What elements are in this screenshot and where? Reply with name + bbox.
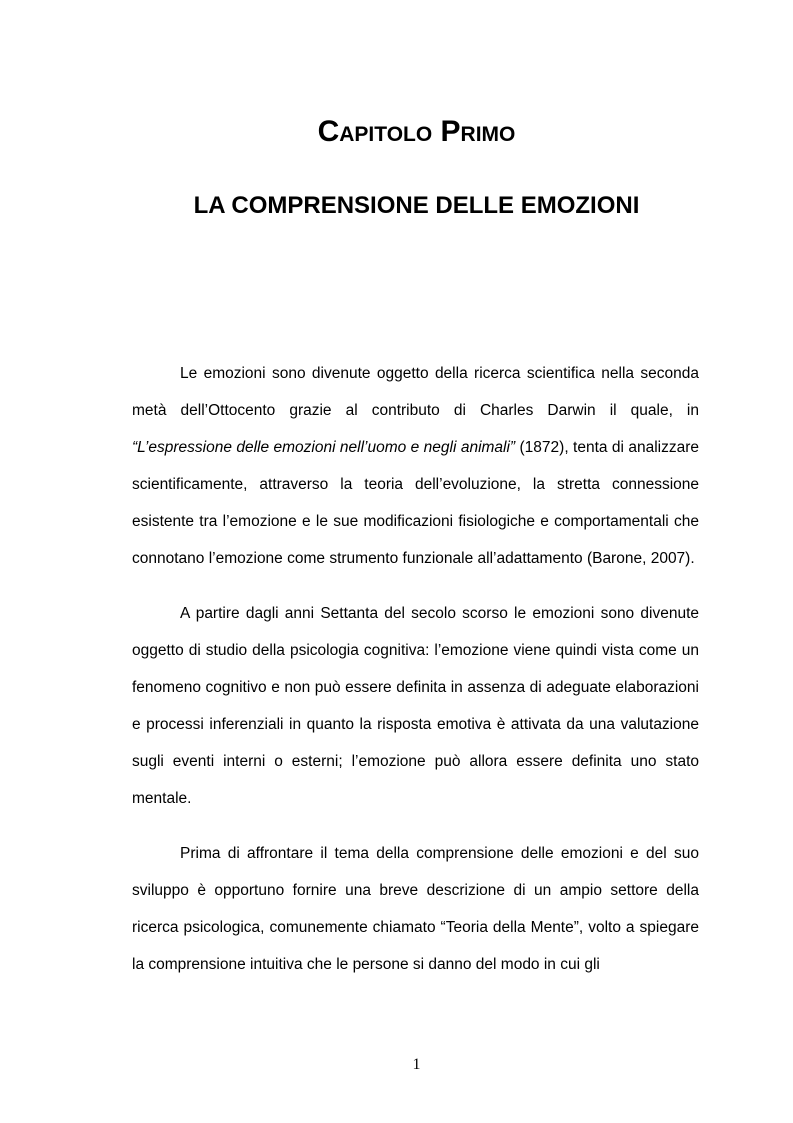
body-text [132, 355, 699, 1001]
paragraph-2: A partire dagli anni Settanta del secolo scorso le emozioni sono divenute oggetto di studio della psicologia cognitiva: l’emozione viene quindi vista come un fenomeno cognitivo e non può essere definita in assenza di adeguate elaborazioni e processi inferenziali in quanto la risposta emotiva è attivata da una valutazione sugli eventi interni o esterni; l’emozione può allora essere definita uno stato mentale. [132, 605, 699, 807]
paragraph-1-book-title: “L’espressione delle emozioni nell’uomo e negli animali” [132, 439, 516, 456]
paragraph-1-text-before: Le emozioni sono divenute oggetto della ricerca scientifica nella seconda metà dell’Ottocento grazie al contributo di Charles Darwin il quale, in [132, 365, 699, 419]
page-number: 1 [412, 1056, 421, 1073]
paragraph-1-text-after: (1872), tenta di analizzare scientificamente, attraverso la teoria dell’evoluzione, la stretta connessione esistente tra l’emozione e le sue modificazioni fisiologiche e comportamentali che connotano l’emozione come strumento funzionale all’adattamento (Barone, 2007). [132, 439, 700, 567]
chapter-title: LA COMPRENSIONE DELLE EMOZIONI [193, 192, 640, 219]
paragraph-1 [132, 355, 699, 577]
paragraph-3: Prima di affrontare il tema della comprensione delle emozioni e del suo sviluppo è opportuno fornire una breve descrizione di un ampio settore della ricerca psicologica, comunemente chiamato “Teoria della Mente”, volto a spiegare la comprensione intuitiva che le persone si danno del modo in cui gli [132, 845, 699, 973]
chapter-label: Capitolo Primo [317, 115, 516, 148]
